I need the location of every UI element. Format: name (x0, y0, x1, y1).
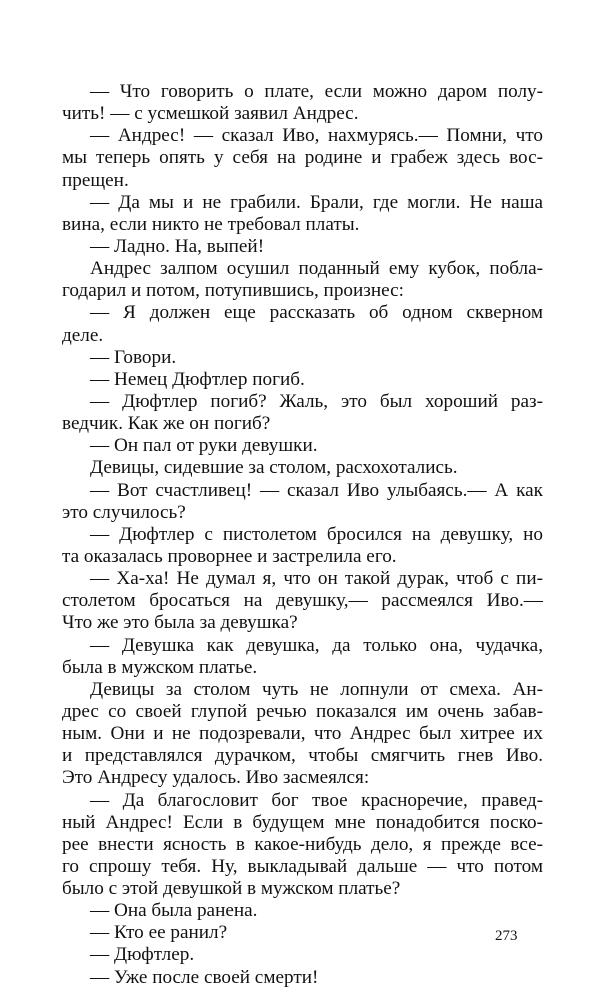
text-line: — Дюфтлер с пистолетом бросился на девушку, но (90, 523, 543, 545)
text-line: — Кто ее ранил? (90, 922, 228, 944)
text-line: Андрес залпом осушил поданный ему кубок, побла- (90, 258, 543, 280)
text-line: — Дюфтлер погиб? Жаль, это был хороший раз- (90, 390, 543, 412)
page-number: 273 (495, 928, 518, 944)
text-line: Девицы, сидевшие за столом, расхохотались. (90, 457, 458, 479)
text-line: ведчик. Как же он погиб? (62, 413, 271, 435)
text-line: деле. (62, 324, 104, 346)
text-line: — Андрес! — сказал Иво, нахмурясь.— Помни, что (90, 125, 543, 147)
text-line: чить! — с усмешкой заявил Андрес. (62, 103, 359, 125)
text-line: — Уже после своей смерти! (90, 966, 319, 988)
text-line: — Девушка как девушка, да только она, чудачка, (90, 634, 543, 656)
text-line: рее внести ясность в какое-нибудь дело, я прежде все- (62, 833, 543, 855)
text-line: было с этой девушкой в мужском платье? (62, 878, 401, 900)
text-line: Девицы за столом чуть не лопнули от смеха. Ан- (90, 678, 543, 700)
text-line: — Что говорить о плате, если можно даром полу- (90, 81, 543, 102)
text-line: — Ладно. На, выпей! (90, 235, 265, 257)
text-line: — Говори. (90, 346, 177, 368)
text-line: та оказалась проворнее и застрелила его. (62, 545, 397, 567)
text-line: вина, если никто не требовал платы. (62, 213, 360, 235)
text-line: — Я должен еще рассказать об одном скверном (90, 302, 543, 324)
text-line: годарил и потом, потупившись, произнес: (62, 280, 404, 302)
text-line: — Он пал от руки девушки. (90, 435, 318, 457)
text-line: ный Андрес! Если в будущем мне понадобится поско- (62, 811, 543, 833)
text-line: это случилось? (62, 501, 186, 523)
text-line: го спрошу тебя. Ну, выкладывай дальше — что потом (62, 855, 543, 877)
text-line: — Немец Дюфтлер погиб. (90, 368, 305, 390)
text-line: и представлялся дурачком, чтобы смягчить гнев Иво. (62, 745, 543, 767)
text-line: столетом бросаться на девушку,— рассмеялся Иво.— (62, 590, 543, 612)
text-line: — Да мы и не грабили. Брали, где могли. Не наша (90, 191, 543, 213)
text-line: — Ха-ха! Не думал я, что он такой дурак, чтоб с пи- (90, 568, 543, 590)
text-line: Что же это была за девушка? (62, 612, 298, 634)
page-body (62, 81, 543, 989)
text-line: ным. Они и не подозревали, что Андрес был хитрее их (62, 723, 543, 745)
text-line: мы теперь опять у себя на родине и грабеж здесь вос- (62, 147, 543, 169)
text-line: — Дюфтлер. (90, 944, 195, 966)
text-line: дрес со своей глупой речью показался им очень забав- (62, 700, 543, 722)
text-line: прещен. (62, 169, 129, 191)
text-line: — Она была ранена. (90, 900, 258, 922)
text-line: Это Андресу удалось. Иво засмеялся: (62, 767, 370, 789)
text-line: была в мужском платье. (62, 656, 258, 678)
text-line: — Да благословит бог твое красноречие, правед- (90, 789, 543, 811)
text-line: — Вот счастливец! — сказал Иво улыбаясь.— А как (90, 479, 543, 501)
